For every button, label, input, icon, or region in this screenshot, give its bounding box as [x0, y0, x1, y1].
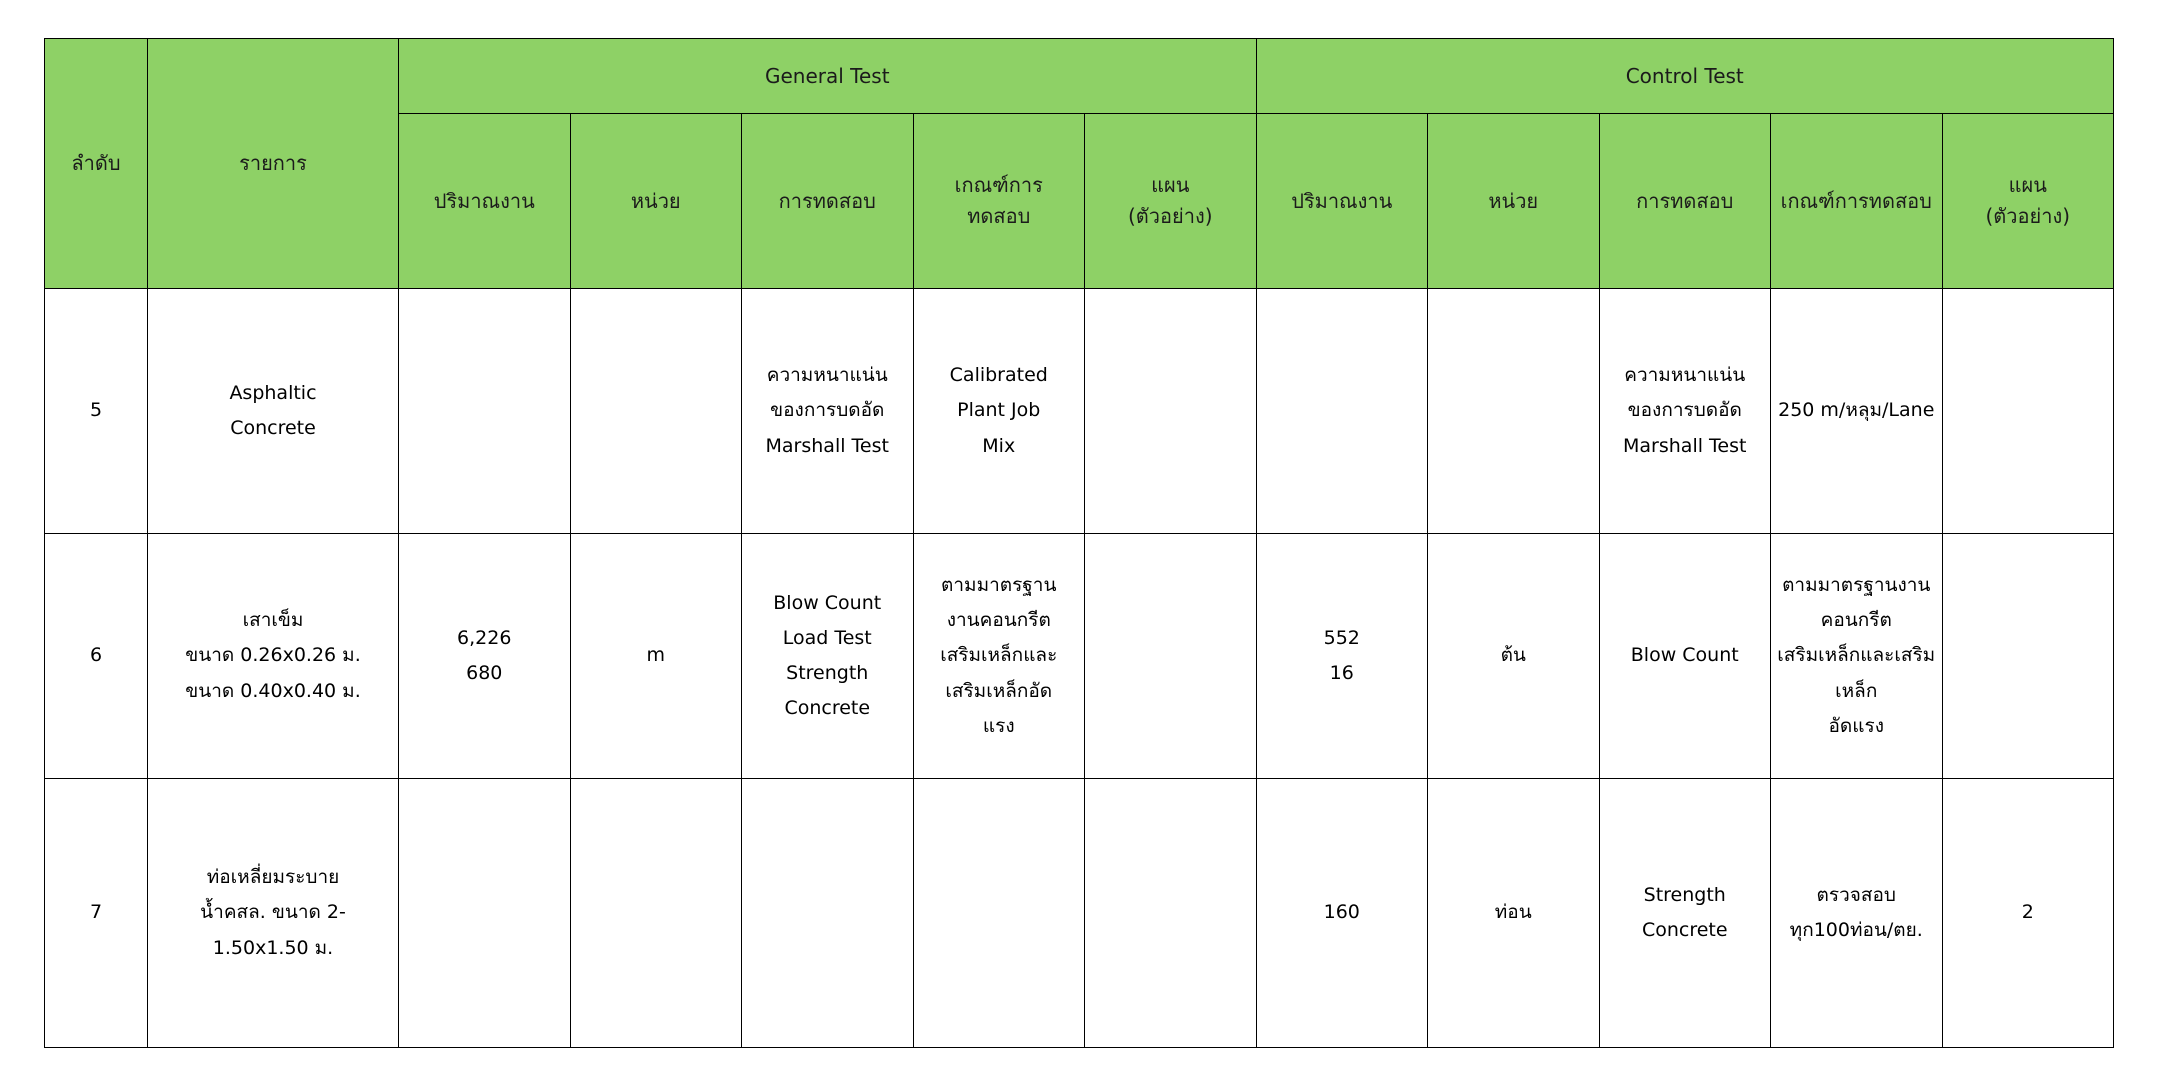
- cell-text-line: ขนาด 0.40x0.40 ม.: [185, 679, 361, 702]
- header-cell-control-unit: หน่วย: [1428, 114, 1600, 289]
- cell-no: 6: [45, 534, 148, 779]
- test-plan-table: [44, 38, 2114, 1048]
- cell-text-line: เสริมเหล็กอัด: [945, 679, 1053, 702]
- cell-text-line: ความหนาแน่น: [766, 364, 888, 387]
- header-cell-general-test: การทดสอบ: [742, 114, 914, 289]
- cell-general-criteria: [913, 289, 1085, 534]
- cell-control-quantity: [1256, 534, 1428, 779]
- header-text-line: ทดสอบ: [967, 204, 1031, 228]
- cell-control-plan: 2: [1942, 779, 2114, 1048]
- cell-control-plan: [1942, 534, 2114, 779]
- cell-text-line: งานคอนกรีต: [946, 609, 1051, 632]
- cell-general-plan: [1085, 289, 1257, 534]
- cell-general-unit: [570, 779, 742, 1048]
- table-group-header-row: [45, 39, 2114, 114]
- cell-control-unit: ต้น: [1428, 534, 1600, 779]
- header-cell-control-test: การทดสอบ: [1599, 114, 1771, 289]
- header-cell-item: รายการ: [148, 39, 399, 289]
- cell-general-unit: m: [570, 534, 742, 779]
- cell-general-quantity: [399, 779, 571, 1048]
- table-header: [45, 39, 2114, 289]
- cell-control-test: [1599, 289, 1771, 534]
- header-cell-general-plan: [1085, 114, 1257, 289]
- table-body: [45, 289, 2114, 1048]
- cell-no: 7: [45, 779, 148, 1048]
- cell-item: [148, 779, 399, 1048]
- cell-item: [148, 534, 399, 779]
- cell-text-line: ขนาด 0.26x0.26 ม.: [185, 644, 361, 667]
- cell-text-line: เสริมเหล็กและ: [940, 644, 1058, 667]
- cell-text-line: 552: [1323, 626, 1360, 649]
- cell-text-line: Mix: [982, 434, 1016, 457]
- cell-text-line: Concrete: [1641, 919, 1728, 941]
- cell-text-line: น้ำคสล. ขนาด 2-: [200, 901, 346, 924]
- cell-text-line: เสาเข็ม: [242, 609, 304, 632]
- cell-control-test: Blow Count: [1599, 534, 1771, 779]
- cell-text-line: เสริมเหล็กและเสริมเหล็ก: [1777, 644, 1936, 702]
- cell-item: [148, 289, 399, 534]
- cell-general-test: [742, 779, 914, 1048]
- cell-general-criteria: [913, 779, 1085, 1048]
- cell-text-line: Load Test: [782, 626, 872, 649]
- header-text-line: (ตัวอย่าง): [1985, 204, 2071, 228]
- cell-text-line: Calibrated: [949, 364, 1048, 387]
- cell-text-line: อัดแรง: [1828, 714, 1884, 737]
- cell-control-plan: [1942, 289, 2114, 534]
- cell-control-quantity: 160: [1256, 779, 1428, 1048]
- cell-text-line: 680: [466, 662, 503, 684]
- cell-control-quantity: [1256, 289, 1428, 534]
- cell-control-criteria: ตรวจสอบทุก100ท่อน/ตย.: [1771, 779, 1943, 1048]
- cell-control-unit: ท่อน: [1428, 779, 1600, 1048]
- cell-text-line: Blow Count: [773, 591, 882, 614]
- cell-text-line: ของการบดอัด: [770, 399, 885, 422]
- cell-general-test: [742, 534, 914, 779]
- cell-general-plan: [1085, 779, 1257, 1048]
- table-row: [45, 779, 2114, 1048]
- header-cell-general-quantity: ปริมาณงาน: [399, 114, 571, 289]
- cell-general-test: [742, 289, 914, 534]
- cell-text-line: 1.50x1.50 ม.: [212, 936, 334, 959]
- header-cell-control-quantity: ปริมาณงาน: [1256, 114, 1428, 289]
- cell-general-quantity: [399, 534, 571, 779]
- cell-text-line: Strength: [1643, 883, 1726, 906]
- cell-text-line: Concrete: [784, 697, 871, 720]
- cell-text-line: 6,226: [457, 626, 512, 649]
- cell-text-line: ของการบดอัด: [1627, 399, 1742, 422]
- cell-text-line: Asphaltic: [229, 381, 317, 404]
- header-cell-control-criteria: เกณฑ์การทดสอบ: [1771, 114, 1943, 289]
- cell-text-line: Strength: [786, 662, 869, 684]
- cell-general-unit: [570, 289, 742, 534]
- header-cell-no: ลำดับ: [45, 39, 148, 289]
- header-cell-general-unit: หน่วย: [570, 114, 742, 289]
- header-group-general-test: General Test: [399, 39, 1257, 114]
- cell-text-line: 16: [1329, 662, 1354, 684]
- cell-text-line: Marshall Test: [765, 434, 889, 457]
- header-text-line: แผน: [2008, 173, 2047, 197]
- cell-text-line: ท่อเหลี่ยมระบาย: [206, 866, 340, 889]
- header-group-control-test: Control Test: [1256, 39, 2114, 114]
- cell-text-line: ตามมาตรฐานงานคอนกรีต: [1782, 574, 1931, 632]
- table-row: [45, 534, 2114, 779]
- cell-text-line: Concrete: [230, 417, 316, 439]
- header-text-line: เกณฑ์การ: [954, 173, 1043, 197]
- header-text-line: (ตัวอย่าง): [1127, 204, 1213, 228]
- cell-text-line: Marshall Test: [1623, 434, 1747, 457]
- cell-general-plan: [1085, 534, 1257, 779]
- cell-text-line: ความหนาแน่น: [1624, 364, 1746, 387]
- cell-text-line: ตามมาตรฐาน: [941, 574, 1057, 597]
- table-row: [45, 289, 2114, 534]
- cell-no: 5: [45, 289, 148, 534]
- cell-text-line: Plant Job: [957, 399, 1041, 422]
- cell-control-test: [1599, 779, 1771, 1048]
- cell-general-quantity: [399, 289, 571, 534]
- cell-control-criteria: 250 m/หลุม/Lane: [1771, 289, 1943, 534]
- cell-control-unit: [1428, 289, 1600, 534]
- cell-text-line: แรง: [982, 714, 1015, 737]
- header-cell-general-criteria: [913, 114, 1085, 289]
- header-cell-control-plan: [1942, 114, 2114, 289]
- header-text-line: แผน: [1151, 173, 1190, 197]
- cell-general-criteria: [913, 534, 1085, 779]
- cell-control-criteria: [1771, 534, 1943, 779]
